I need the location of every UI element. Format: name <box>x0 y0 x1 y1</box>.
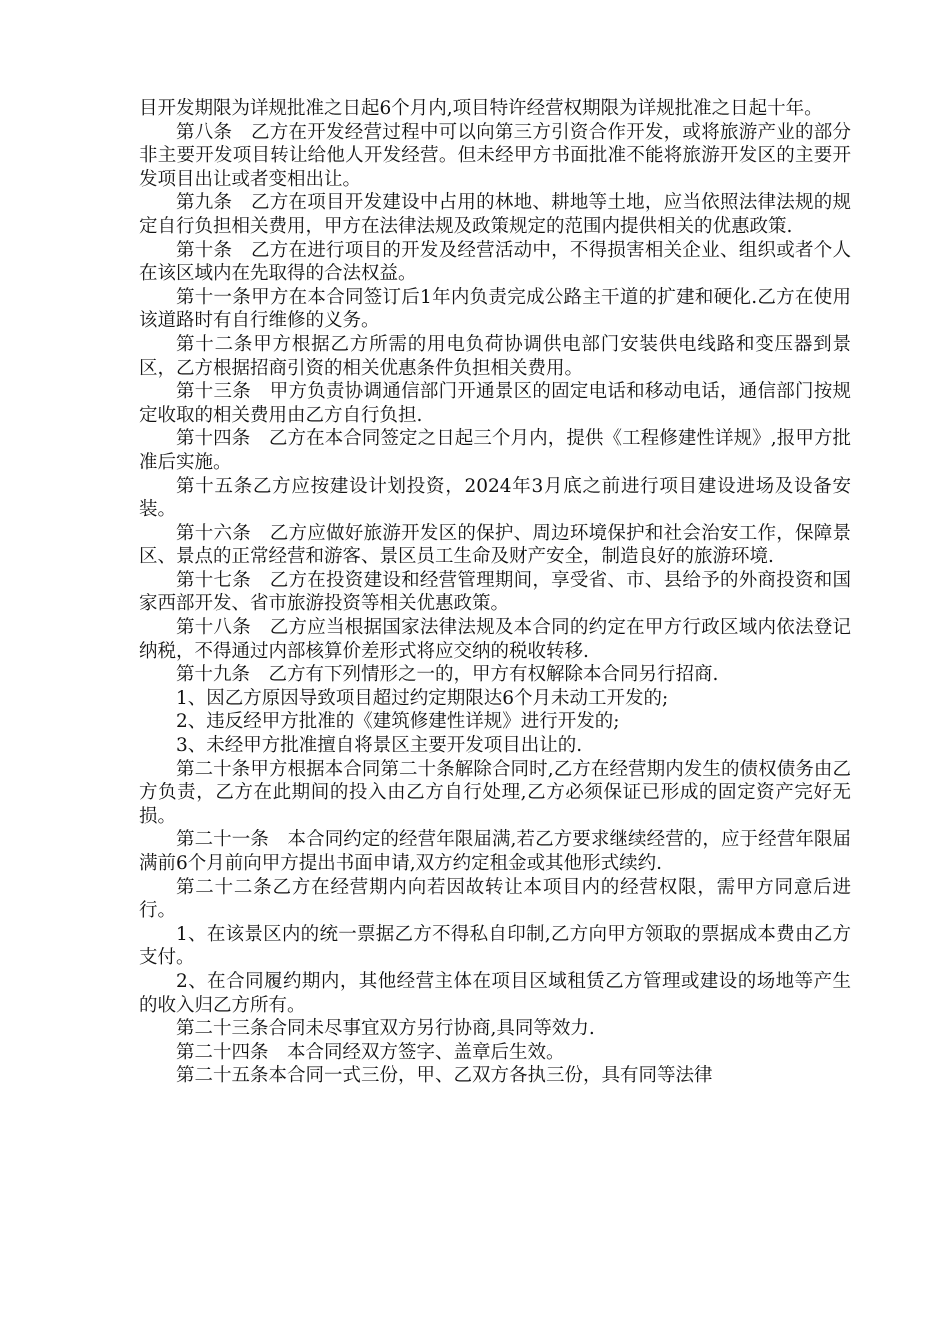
paragraph: 第九条 乙方在项目开发建设中占用的林地、耕地等土地，应当依照法律法规的规定自行负担相关费用，甲方在法律法规及政策规定的范围内提供相关的优惠政策. <box>139 192 851 237</box>
document-body <box>139 97 851 1088</box>
paragraph: 第二十三条合同未尽事宜双方另行协商,具同等效力. <box>176 1018 595 1040</box>
paragraph: 第十条 乙方在进行项目的开发及经营活动中，不得损害相关企业、组织或者个人在该区域内在先取得的合法权益。 <box>139 239 851 285</box>
paragraph: 第十六条 乙方应做好旅游开发区的保护、周边环境保护和社会治安工作，保障景区、景点的正常经营和游客、景区员工生命及财产安全，制造良好的旅游环境. <box>139 522 851 568</box>
paragraph: 2、违反经甲方批准的《建筑修建性详规》进行开发的; <box>176 711 620 733</box>
paragraph: 第十九条 乙方有下列情形之一的，甲方有权解除本合同另行招商. <box>176 664 719 686</box>
paragraph: 第八条 乙方在开发经营过程中可以向第三方引资合作开发，或将旅游产业的部分非主要开发项目转让给他人开发经营。但未经甲方书面批准不能将旅游开发区的主要开发项目出让或者变相出让。 <box>139 121 851 190</box>
paragraph: 第二十四条 本合同经双方签字、盖章后生效。 <box>176 1041 565 1063</box>
paragraph: 第十七条 乙方在投资建设和经营管理期间，享受省、市、县给予的外商投资和国家西部开发、省市旅游投资等相关优惠政策。 <box>139 569 851 615</box>
paragraph: 第十四条 乙方在本合同签定之日起三个月内，提供《工程修建性详规》,报甲方批准后实施。 <box>139 428 851 473</box>
paragraph: 第十五条乙方应按建设计划投资，2024年3月底之前进行项目建设进场及设备安装。 <box>139 475 851 521</box>
paragraph: 第二十二条乙方在经营期内向若因故转让本项目内的经营权限，需甲方同意后进行。 <box>139 876 851 922</box>
paragraph: 1、在该景区内的统一票据乙方不得私自印制,乙方向甲方领取的票据成本费由乙方支付。 <box>139 923 851 969</box>
paragraph: 2、在合同履约期内，其他经营主体在项目区域租赁乙方管理或建设的场地等产生的收入归乙方所有。 <box>139 970 851 1016</box>
paragraph: 第十二条甲方根据乙方所需的用电负荷协调供电部门安装供电线路和变压器到景区，乙方根据招商引资的相关优惠条件负担相关费用。 <box>139 333 851 379</box>
paragraph: 第二十条甲方根据本合同第二十条解除合同时,乙方在经营期内发生的债权债务由乙方负责，乙方在此期间的投入由乙方自行处理,乙方必须保证已形成的固定资产完好无损。 <box>139 758 851 827</box>
paragraph: 3、未经甲方批准擅自将景区主要开发项目出让的. <box>176 735 583 757</box>
paragraph: 目开发期限为详规批准之日起6个月内,项目特许经营权期限为详规批准之日起十年。 <box>139 98 823 119</box>
paragraph: 1、因乙方原因导致项目超过约定期限达6个月未动工开发的; <box>176 687 669 709</box>
paragraph: 第十三条 甲方负责协调通信部门开通景区的固定电话和移动电话，通信部门按规定收取的相关费用由乙方自行负担. <box>139 381 851 426</box>
paragraph: 第二十五条本合同一式三份，甲、乙双方各执三份，具有同等法律 <box>176 1065 713 1087</box>
paragraph: 第十八条 乙方应当根据国家法律法规及本合同的约定在甲方行政区域内依法登记纳税，不得通过内部核算价差形式将应交纳的税收转移. <box>139 617 851 662</box>
paragraph: 第二十一条 本合同约定的经营年限届满,若乙方要求继续经营的，应于经营年限届满前6个月前向甲方提出书面申请,双方约定租金或其他形式续约. <box>139 829 851 874</box>
paragraph: 第十一条甲方在本合同签订后1年内负责完成公路主干道的扩建和硬化.乙方在使用该道路时有自行维修的义务。 <box>139 286 851 332</box>
